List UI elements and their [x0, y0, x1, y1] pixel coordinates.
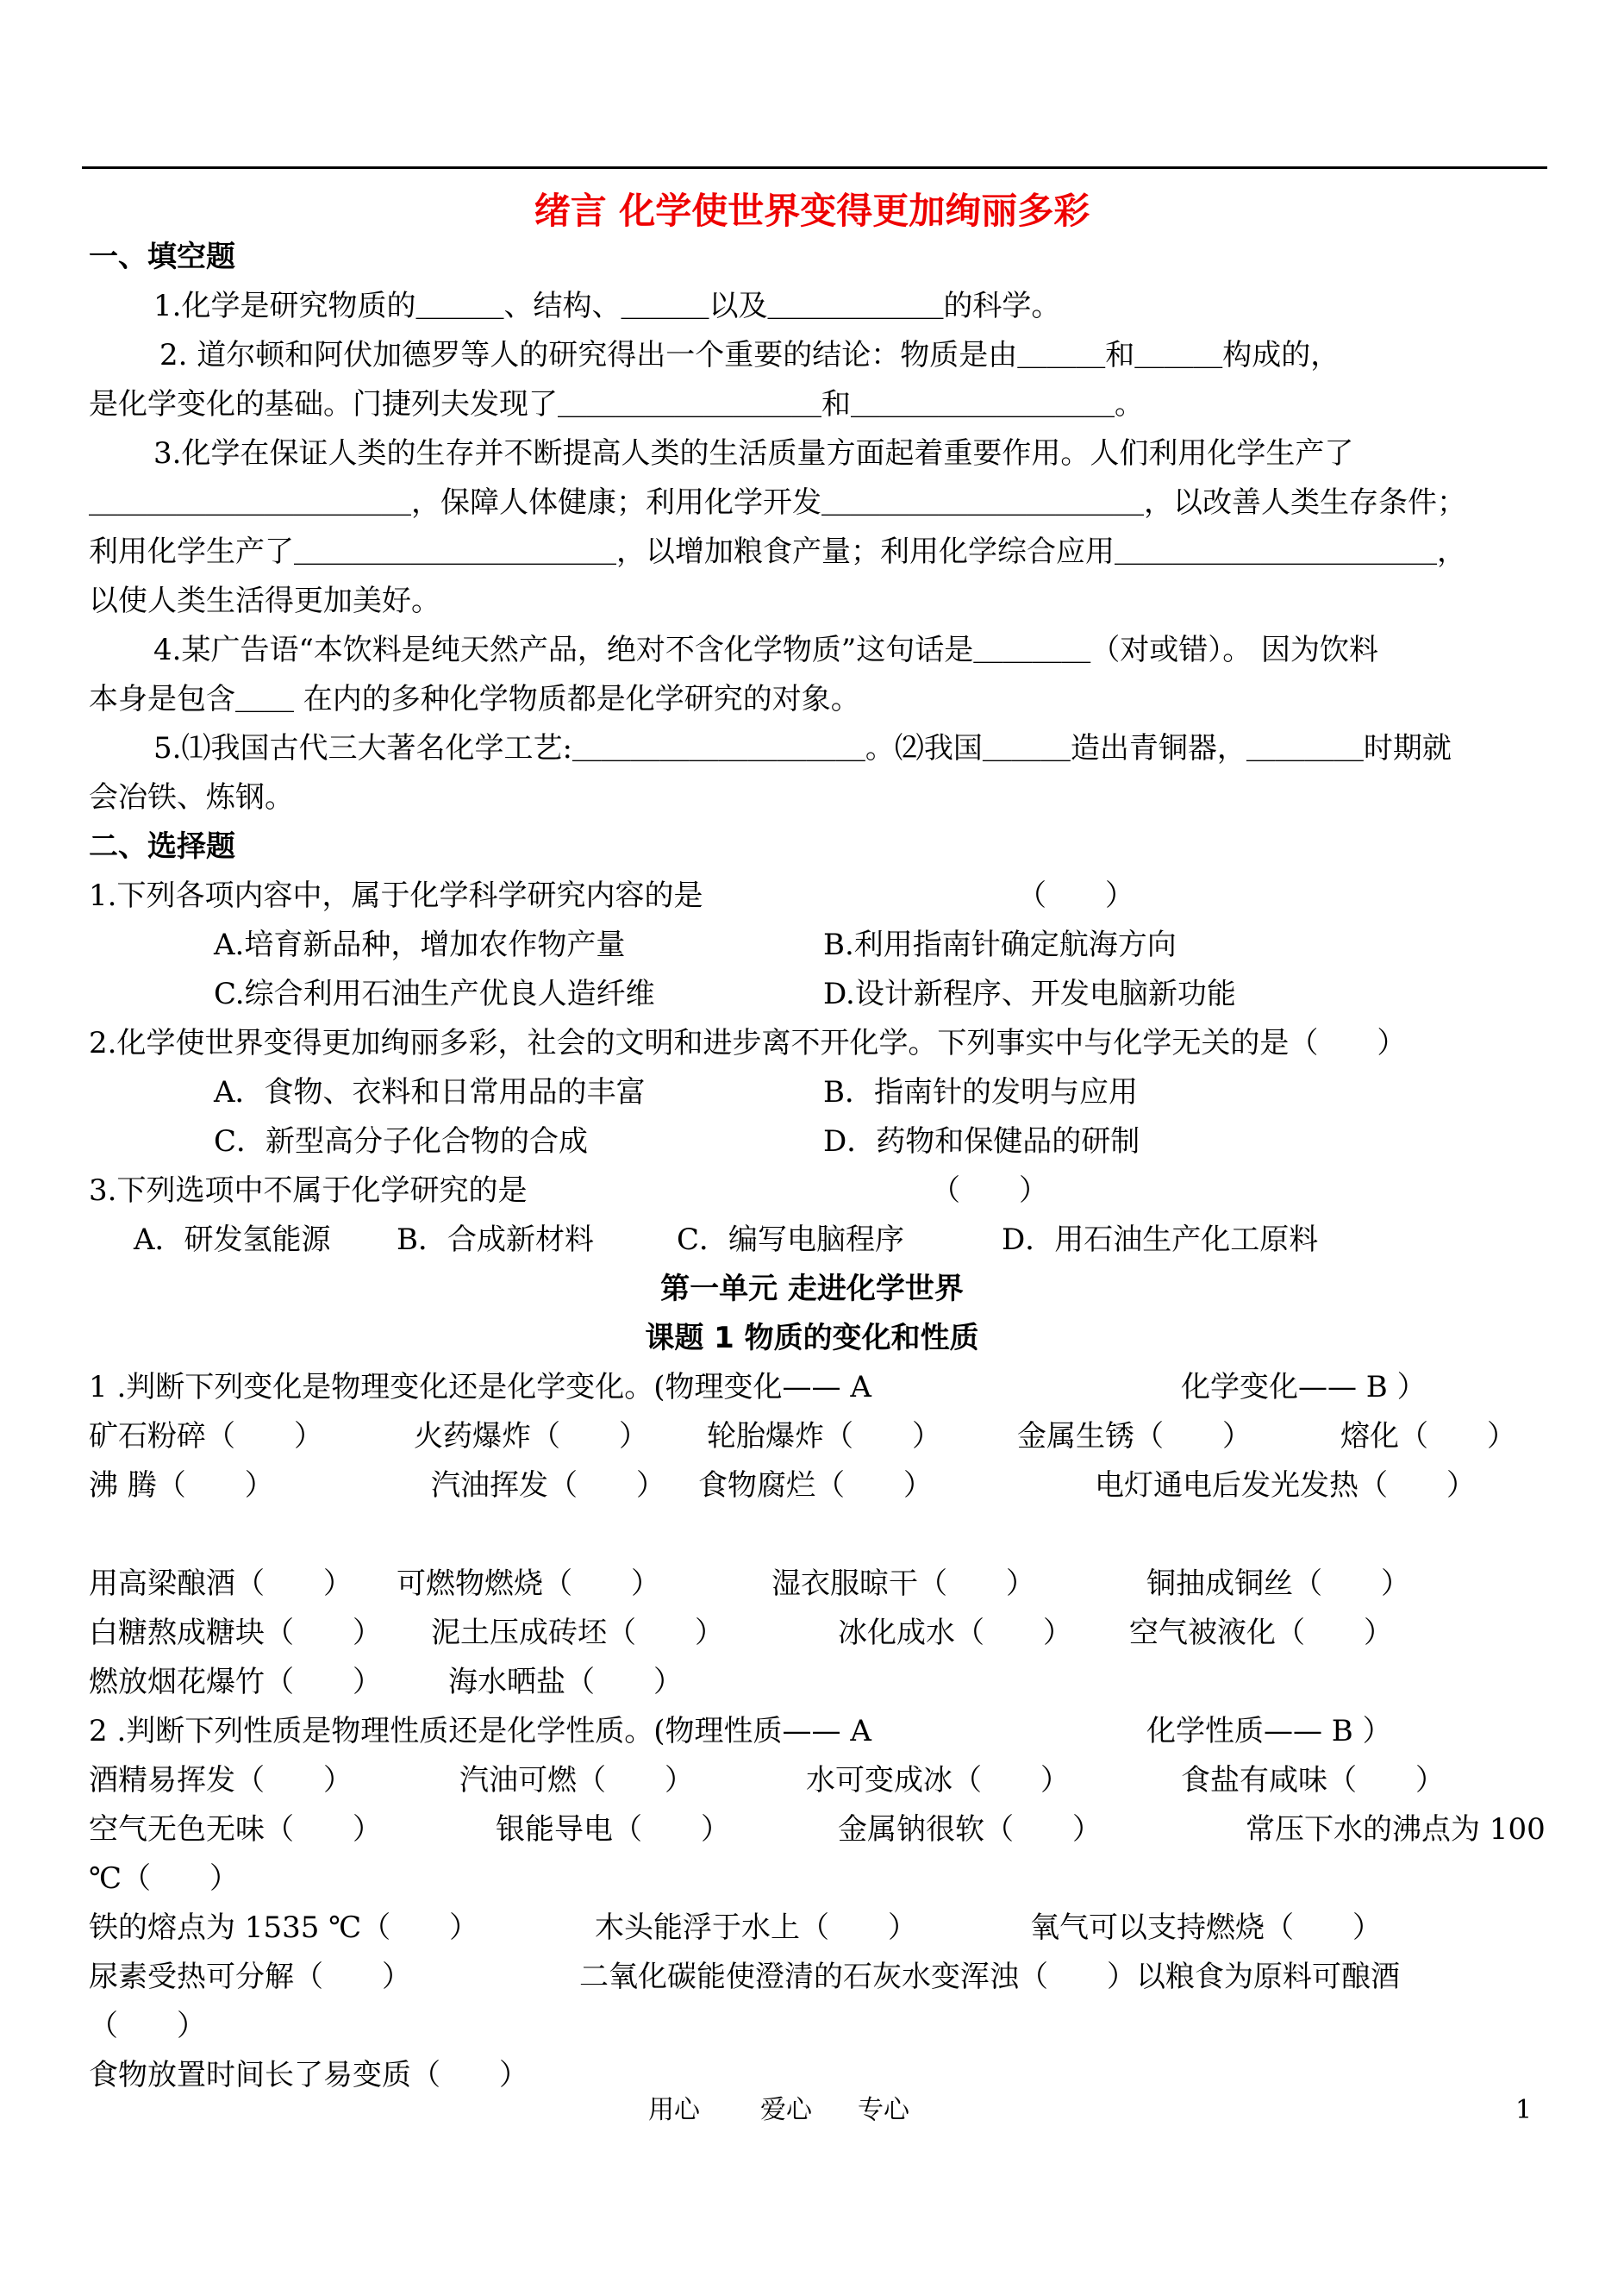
- fill-q3-line4: 以使人类生活得更加美好。: [89, 584, 440, 618]
- page-title: 绪言 化学使世界变得更加绚丽多彩: [534, 190, 1090, 232]
- judge2-item: （ ）: [89, 2009, 206, 2043]
- judge1-item: 海水晒盐（ ）: [448, 1665, 683, 1699]
- judge2-item: 食物放置时间长了易变质（ ）: [89, 2058, 528, 2092]
- choice-q3-answer-paren: （ ）: [931, 1173, 1048, 1208]
- judge2-prompt: 2 .判断下列性质是物理性质还是化学性质。(物理性质—— A: [89, 1714, 871, 1748]
- judge1-item: 矿石粉碎（ ）: [89, 1419, 323, 1454]
- judge1-item: 熔化（ ）: [1340, 1419, 1516, 1454]
- fill-q2-line1: 2. 道尔顿和阿伏加德罗等人的研究得出一个重要的结论：物质是由＿＿＿和＿＿＿构成的，: [159, 338, 1340, 372]
- judge1-item: 白糖熬成糖块（ ）: [89, 1616, 382, 1650]
- choice-q1-option-d: D.设计新程序、开发电脑新功能: [823, 977, 1236, 1011]
- judge2-item: 酒精易挥发（ ）: [89, 1763, 353, 1798]
- judge2-item: 二氧化碳能使澄清的石灰水变浑浊（ ）以粮食为原料可酿酒: [579, 1960, 1400, 1994]
- choice-q2: 2.化学使世界变得更加绚丽多彩，社会的文明和进步离不开化学。下列事实中与化学无关的是（ ）: [89, 1026, 1407, 1060]
- choice-q1-option-a: A.培育新品种，增加农作物产量: [214, 928, 626, 962]
- fill-q3-line1: 3.化学在保证人类的生存并不断提高人类的生活质量方面起着重要作用。人们利用化学生产了: [153, 436, 1354, 471]
- judge1-item: 空气被液化（ ）: [1129, 1616, 1393, 1650]
- choice-q2-option-a: A．食物、衣料和日常用品的丰富: [214, 1075, 646, 1110]
- section-heading-choice: 二、选择题: [89, 829, 235, 864]
- choice-q3-option-d: D．用石油生产化工原料: [1002, 1223, 1319, 1257]
- fill-q1: 1.化学是研究物质的＿＿＿、结构、＿＿＿以及＿＿＿＿＿＿的科学。: [153, 289, 1061, 323]
- judge1-item: 轮胎爆炸（ ）: [707, 1419, 941, 1454]
- judge1-prompt-b: 化学变化—— B ）: [1181, 1370, 1427, 1404]
- judge2-item: 氧气可以支持燃烧（ ）: [1030, 1910, 1382, 1945]
- judge2-item: 水可变成冰（ ）: [806, 1763, 1070, 1798]
- judge2-item: 金属钠很软（ ）: [838, 1812, 1102, 1847]
- section-heading-fill: 一、填空题: [89, 240, 235, 274]
- fill-q3-line3: 利用化学生产了＿＿＿＿＿＿＿＿＿＿＿，以增加粮食产量；利用化学综合应用＿＿＿＿＿＿＿＿＿＿＿，: [89, 535, 1466, 569]
- unit-title: 第一单元 走进化学世界: [660, 1272, 964, 1306]
- fill-q2-line2: 是化学变化的基础。门捷列夫发现了＿＿＿＿＿＿＿＿＿和＿＿＿＿＿＿＿＿＿。: [89, 387, 1144, 422]
- judge1-item: 火药爆炸（ ）: [414, 1419, 648, 1454]
- footer-motto: 专心: [858, 2095, 909, 2125]
- judge2-item: 食盐有咸味（ ）: [1181, 1763, 1445, 1798]
- judge1-item: 金属生锈（ ）: [1017, 1419, 1252, 1454]
- choice-q2-option-b: B．指南针的发明与应用: [823, 1075, 1138, 1110]
- judge2-item: ℃（ ）: [89, 1861, 240, 1896]
- judge1-item: 用高梁酿酒（ ）: [89, 1566, 353, 1601]
- judge1-item: 泥土压成砖坯（ ）: [431, 1616, 724, 1650]
- judge1-item: 汽油挥发（ ）: [431, 1468, 665, 1503]
- judge1-prompt: 1 .判断下列变化是物理变化还是化学变化。(物理变化—— A: [89, 1370, 871, 1404]
- choice-q1-option-c: C.综合利用石油生产优良人造纤维: [214, 977, 655, 1011]
- judge2-item: 尿素受热可分解（ ）: [89, 1960, 411, 1994]
- judge2-item: 木头能浮于水上（ ）: [595, 1910, 917, 1945]
- judge1-item: 冰化成水（ ）: [838, 1616, 1072, 1650]
- fill-q4-line1: 4.某广告语“本饮料是纯天然产品，绝对不含化学物质”这句话是＿＿＿＿（对或错）。 因为饮料: [153, 633, 1379, 667]
- judge1-item: 沸 腾（ ）: [89, 1468, 274, 1503]
- choice-q1: 1.下列各项内容中，属于化学科学研究内容的是: [89, 879, 703, 913]
- choice-q3: 3.下列选项中不属于化学研究的是: [89, 1173, 528, 1208]
- judge1-item: 食物腐烂（ ）: [698, 1468, 933, 1503]
- judge1-item: 电灯通电后发光发热（ ）: [1095, 1468, 1476, 1503]
- choice-q2-option-c: C．新型高分子化合物的合成: [214, 1124, 589, 1159]
- fill-q5-line1: 5.⑴我国古代三大著名化学工艺:＿＿＿＿＿＿＿＿＿＿。⑵我国＿＿＿造出青铜器，＿＿＿＿时期就: [153, 731, 1452, 766]
- judge1-item: 铜抽成铜丝（ ）: [1146, 1566, 1410, 1601]
- judge1-item: 湿衣服晾干（ ）: [771, 1566, 1035, 1601]
- judge1-item: 可燃物燃烧（ ）: [397, 1566, 660, 1601]
- judge2-prompt-b: 化学性质—— B ）: [1146, 1714, 1392, 1748]
- choice-q3-option-a: A．研发氢能源: [134, 1223, 331, 1257]
- choice-q2-option-d: D．药物和保健品的研制: [823, 1124, 1140, 1159]
- judge2-item: 银能导电（ ）: [496, 1812, 730, 1847]
- choice-q1-option-b: B.利用指南针确定航海方向: [823, 928, 1177, 962]
- page-number: 1: [1515, 2095, 1533, 2125]
- choice-q1-answer-paren: （ ）: [1017, 879, 1134, 913]
- fill-q5-line2: 会冶铁、炼钢。: [89, 780, 294, 815]
- header-rule: [82, 166, 1547, 169]
- choice-q3-option-b: B．合成新材料: [397, 1223, 594, 1257]
- footer-motto: 用心: [648, 2095, 700, 2125]
- judge2-item: 空气无色无味（ ）: [89, 1812, 382, 1847]
- judge2-item: 汽油可燃（ ）: [459, 1763, 694, 1798]
- fill-q3-line2: ＿＿＿＿＿＿＿＿＿＿＿，保障人体健康；利用化学开发＿＿＿＿＿＿＿＿＿＿＿，以改善人类生存条件；: [89, 485, 1466, 520]
- footer-motto: 爱心: [760, 2095, 812, 2125]
- judge2-item: 常压下水的沸点为 100: [1246, 1812, 1546, 1847]
- judge1-item: 燃放烟花爆竹（ ）: [89, 1665, 382, 1699]
- lesson-title: 课题 1 物质的变化和性质: [645, 1321, 979, 1355]
- judge2-item: 铁的熔点为 1535 ℃（ ）: [89, 1910, 479, 1945]
- fill-q4-line2: 本身是包含＿＿ 在内的多种化学物质都是化学研究的对象。: [89, 682, 860, 716]
- choice-q3-option-c: C．编写电脑程序: [677, 1223, 905, 1257]
